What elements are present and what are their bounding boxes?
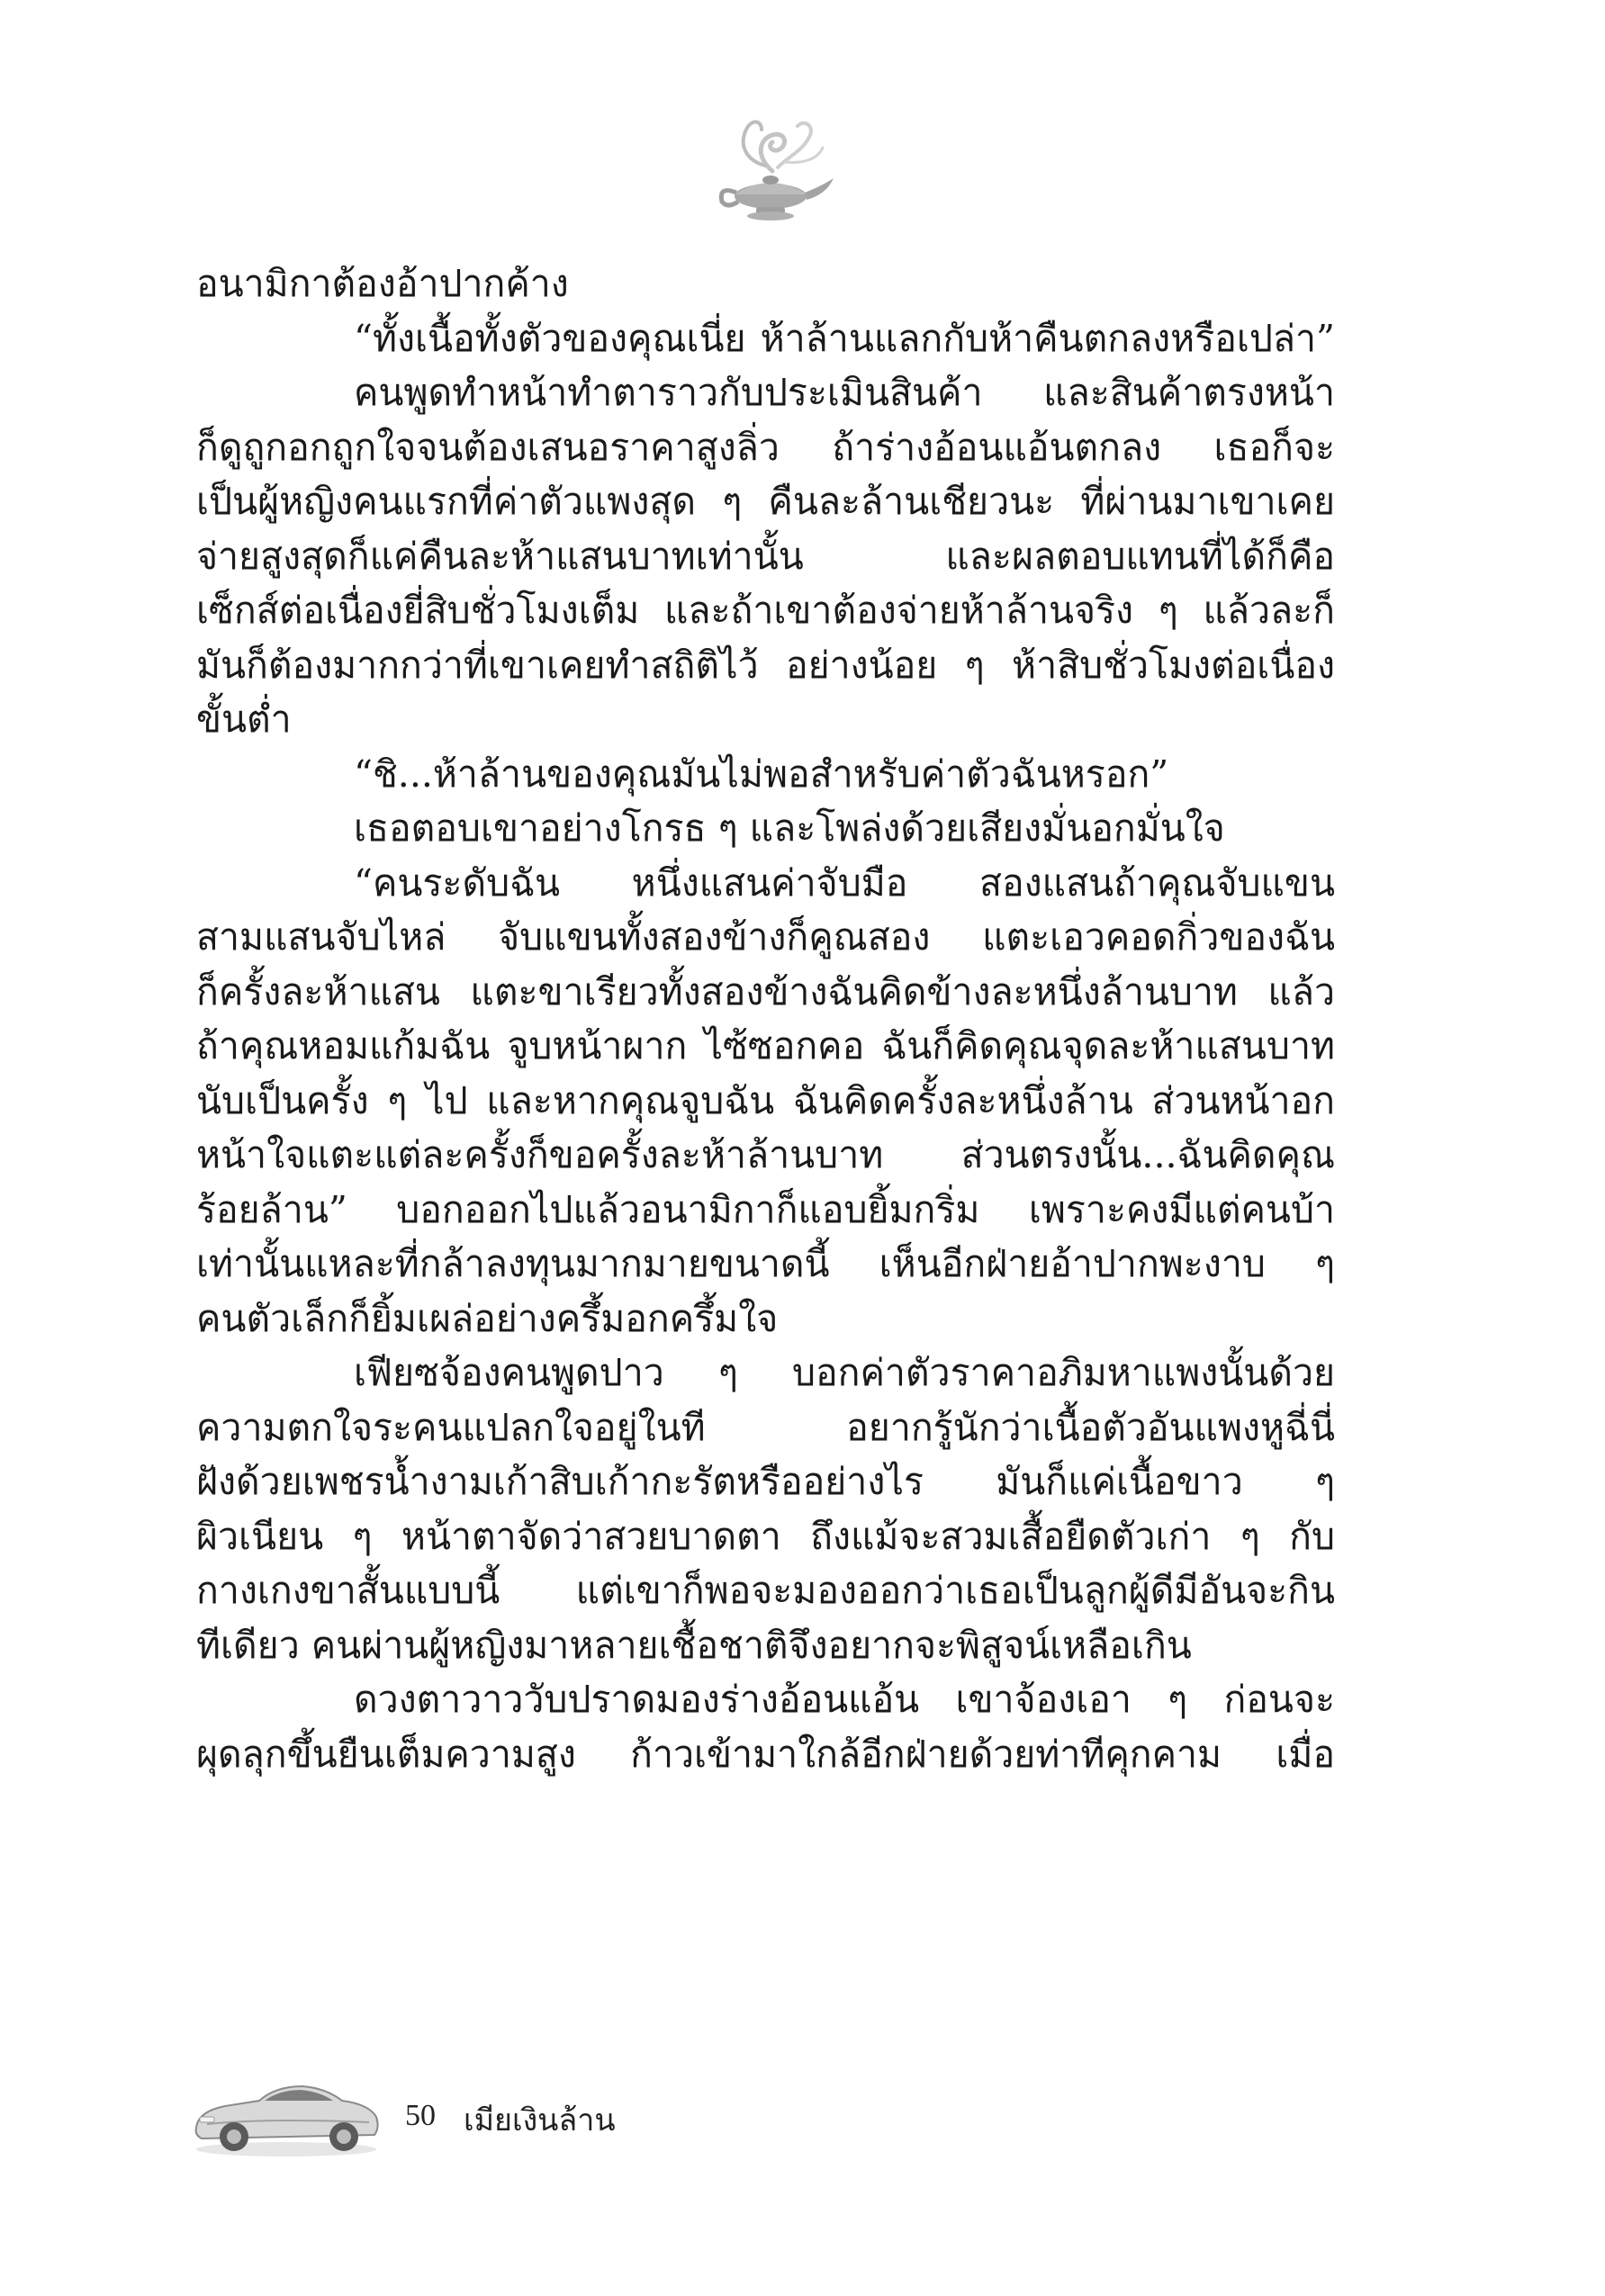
text-line: ผุดลุกขึ้นยืนเต็มความสูง ก้าวเข้ามาใกล้อีกฝ่ายด้วยท่าทีคุกคาม เมื่อ bbox=[196, 1732, 1335, 1776]
page-number: 50 bbox=[405, 2099, 436, 2132]
genie-lamp-icon bbox=[702, 108, 837, 225]
text-line: ผิวเนียน ๆ หน้าตาจัดว่าสวยบาดตา ถึงแม้จะสวมเสื้อยืดตัวเก่า ๆ กับ bbox=[196, 1514, 1335, 1558]
page-body bbox=[196, 257, 1335, 1781]
text-line: เฟียซจ้องคนพูดปาว ๆ บอกค่าตัวราคาอภิมหาแพงนั้นด้วย bbox=[354, 1351, 1335, 1394]
car-icon bbox=[189, 2061, 383, 2160]
text-line: กางเกงขาสั้นแบบนี้ แต่เขาก็พอจะมองออกว่าเธอเป็นลูกผู้ดีมีอันจะกิน bbox=[196, 1569, 1335, 1612]
text-line: อนามิกาต้องอ้าปากค้าง bbox=[196, 262, 569, 305]
text-line: นับเป็นครั้ง ๆ ไป และหากคุณจูบฉัน ฉันคิดครั้งละหนึ่งล้าน ส่วนหน้าอก bbox=[196, 1078, 1335, 1122]
text-line: ร้อยล้าน” บอกออกไปแล้วอนามิกาก็แอบยิ้มกริ่ม เพราะคงมีแต่คนบ้า bbox=[196, 1187, 1335, 1231]
text-line: คนตัวเล็กก็ยิ้มเผล่อย่างครึ้มอกครึ้มใจ bbox=[196, 1296, 779, 1340]
text-line: ถ้าคุณหอมแก้มฉัน จูบหน้าผาก ไซ้ซอกคอ ฉันก็คิดคุณจุดละห้าแสนบาท bbox=[196, 1024, 1335, 1067]
text-line: ความตกใจระคนแปลกใจอยู่ในที อยากรู้นักว่าเนื้อตัวอันแพงหูฉี่นี่ bbox=[196, 1405, 1335, 1449]
book-title: เมียเงินล้าน bbox=[464, 2102, 616, 2138]
text-line: “คนระดับฉัน หนึ่งแสนค่าจับมือ สองแสนถ้าคุณจับแขน bbox=[354, 860, 1335, 905]
text-line: จ่ายสูงสุดก็แค่คืนละห้าแสนบาทเท่านั้น และผลตอบแทนที่ได้ก็คือ bbox=[196, 534, 1335, 578]
text-line: ฝังด้วยเพชรน้ำงามเก้าสิบเก้ากะรัตหรืออย่างไร มันก็แค่เนื้อขาว ๆ bbox=[196, 1460, 1335, 1503]
text-line: ก็ครั้งละห้าแสน แตะขาเรียวทั้งสองข้างฉันคิดข้างละหนึ่งล้านบาท แล้ว bbox=[196, 969, 1335, 1013]
text-line: เป็นผู้หญิงคนแรกที่ค่าตัวแพงสุด ๆ คืนละล้านเชียวนะ ที่ผ่านมาเขาเคย bbox=[196, 480, 1335, 523]
page-footer bbox=[189, 2061, 819, 2160]
text-line: “ทั้งเนื้อทั้งตัวของคุณเนี่ย ห้าล้านแลกกับห้าคืนตกลงหรือเปล่า” bbox=[354, 316, 1335, 360]
text-line: ก็ดูถูกอกถูกใจจนต้องเสนอราคาสูงลิ่ว ถ้าร่างอ้อนแอ้นตกลง เธอก็จะ bbox=[196, 425, 1335, 469]
text-line: ดวงตาวาววับปราดมองร่างอ้อนแอ้น เขาจ้องเอา ๆ ก่อนจะ bbox=[354, 1678, 1335, 1721]
text-line: คนพูดทำหน้าทำตาราวกับประเมินสินค้า และสินค้าตรงหน้า bbox=[354, 371, 1335, 414]
text-line: ขั้นต่ำ bbox=[196, 698, 292, 741]
text-line: มันก็ต้องมากกว่าที่เขาเคยทำสถิติไว้ อย่างน้อย ๆ ห้าสิบชั่วโมงต่อเนื่อง bbox=[196, 643, 1335, 687]
text-line: เท่านั้นแหละที่กล้าลงทุนมากมายขนาดนี้ เห็นอีกฝ่ายอ้าปากพะงาบ ๆ bbox=[196, 1242, 1335, 1285]
text-line: เธอตอบเขาอย่างโกรธ ๆ และโพล่งด้วยเสียงมั่นอกมั่นใจ bbox=[354, 806, 1225, 850]
text-line: หน้าใจแตะแต่ละครั้งก็ขอครั้งละห้าล้านบาท ส่วนตรงนั้น...ฉันคิดคุณ bbox=[196, 1133, 1335, 1176]
text-line: ทีเดียว คนผ่านผู้หญิงมาหลายเชื้อชาติจึงอยากจะพิสูจน์เหลือเกิน bbox=[196, 1623, 1192, 1667]
text-line: สามแสนจับไหล่ จับแขนทั้งสองข้างก็คูณสอง แตะเอวคอดกิ่วของฉัน bbox=[196, 915, 1335, 959]
text-line: “ชิ...ห้าล้านของคุณมันไม่พอสำหรับค่าตัวฉันหรอก” bbox=[354, 752, 1169, 796]
text-line: เซ็กส์ต่อเนื่องยี่สิบชั่วโมงเต็ม และถ้าเขาต้องจ่ายห้าล้านจริง ๆ แล้วละก็ bbox=[196, 589, 1335, 632]
